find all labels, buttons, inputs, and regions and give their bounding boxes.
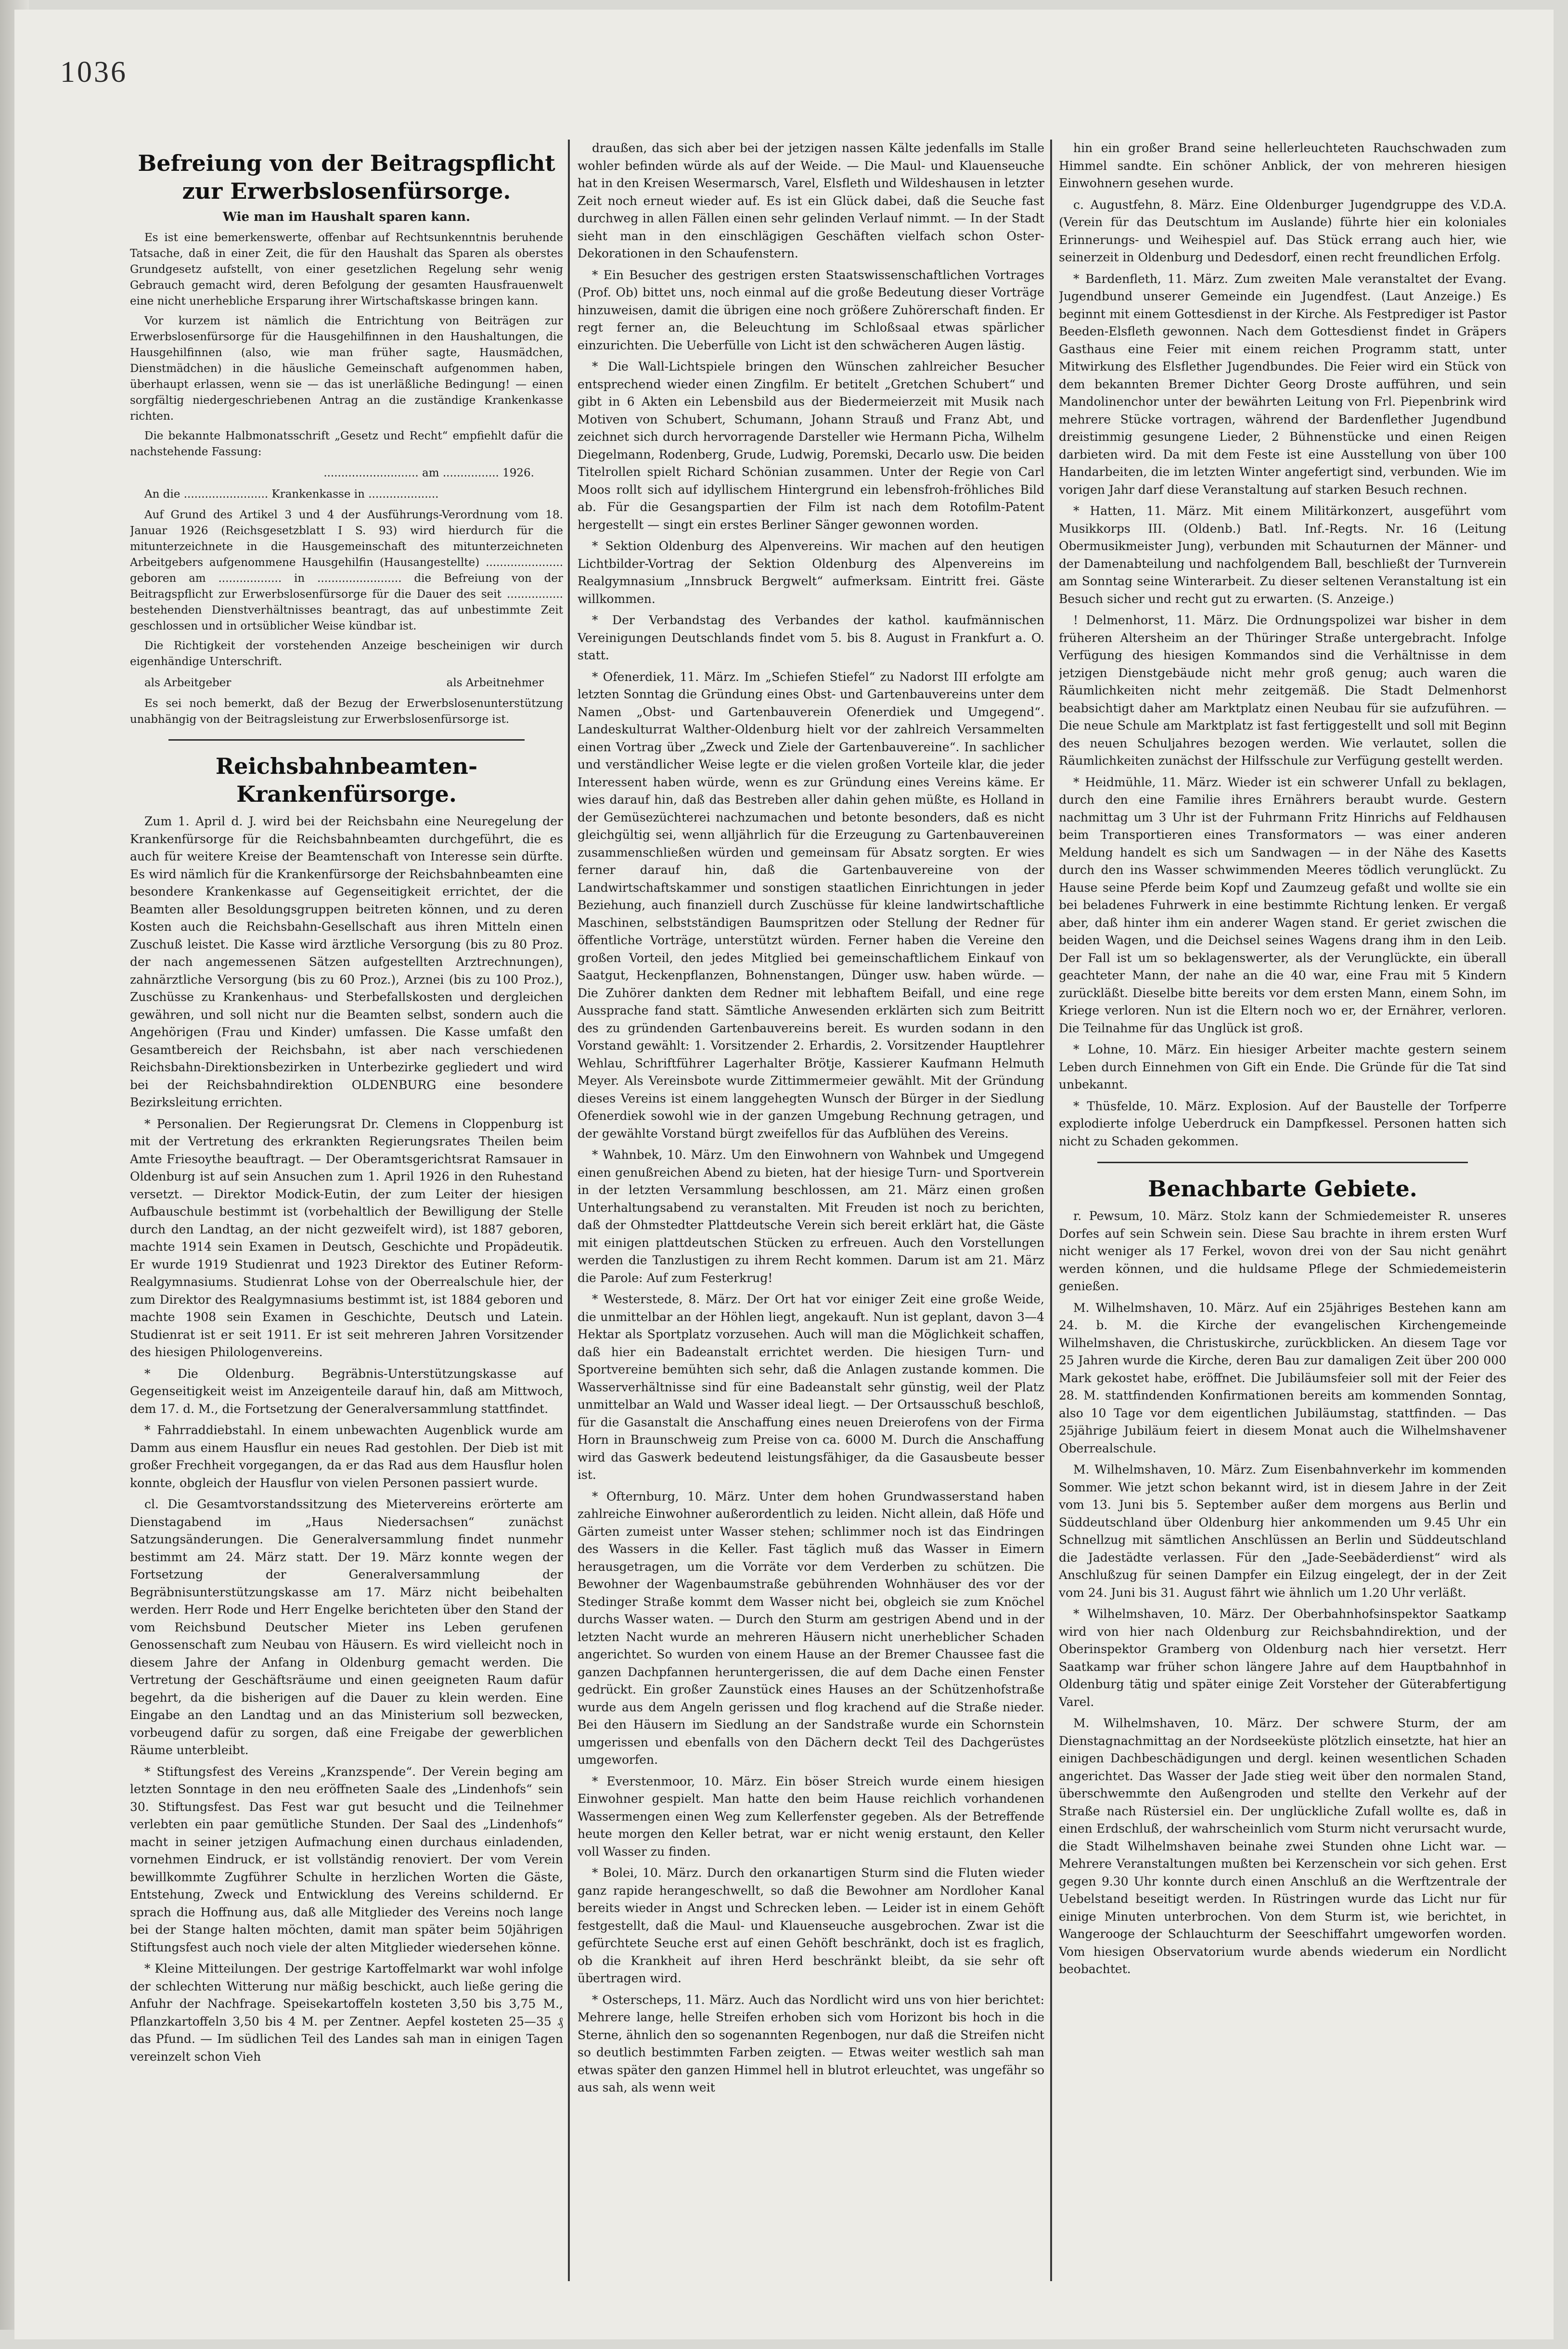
subheadline-haushalt: Wie man im Haushalt sparen kann. bbox=[222, 210, 471, 224]
news-item-pewsum: r. Pewsum, 10. März. Stolz kann der Schmiedemeister R. unseres Dorfes auf sein Schwein sein. Diese Sau brachte in ihrem ersten Wurf nicht weniger als 17 Ferkel, wovon drei von der Sau nicht genährt werden können, und die huldsame Pflege der Schmiedemeisterin genießen. bbox=[1059, 1209, 1506, 1293]
news-item-begraebniskasse: * Die Oldenburg. Begräbnis-Unterstützungskasse auf Gegenseitigkeit weist im Anzeigenteile darauf hin, daß am Mittwoch, dem 17. d. M., die Fortsetzung der Generalversammlung stattfindet. bbox=[130, 1366, 563, 1416]
headline-reichsbahn: Reichsbahnbeamten-Krankenfürsorge. bbox=[215, 753, 478, 807]
news-item-mieterverein: cl. Die Gesamtvorstandssitzung des Mietervereins erörterte am Dienstagabend im „Haus Niedersachsen“ zunächst Satzungsänderungen. Die Generalversammlung findet nunmehr bestimmt am 24. März statt. Der 19. März konnte wegen der Fortsetzung der Generalversammlung der Begräbnisunterstützungskasse am 17. März nicht beibehalten werden. Herr Rode und Herr Engelke berichteten über den Stand der vom Reichsbund Deutscher Mieter ins Leben gerufenen Genossenschaft zum Neubau von Häusern. Es wird vielleicht noch in diesem Jahre der Anfang in Oldenburg gemacht werden. Die Vertretung der Geschäftsräume und einen geeigneten Raum dafür begehrt, da die bisherigen auf die Dauer zu klein werden. Eine Eingabe an den Landtag und an das Ministerium soll bezwecken, vorbeugend dafür zu sorgen, daß eine Freigabe der gewerblichen Räume unterbleibt. bbox=[130, 1497, 563, 1757]
news-item-verbandstag: * Der Verbandstag des Verbandes der kathol. kaufmännischen Vereinigungen Deutschlands findet vom 5. bis 8. August in Frankfurt a. O. statt. bbox=[578, 613, 1044, 662]
form-signature-line bbox=[144, 675, 544, 691]
news-item-ofenerdiek: * Ofenerdiek, 11. März. Im „Schiefen Stiefel“ zu Nadorst III erfolgte am letzten Sonntag die Gründung eines Obst- und Gartenbauvereins unter dem Namen „Obst- und Gartenbauverein Ofenerdiek und Umgegend“. Landeskulturrat Walther-Oldenburg hielt vor der zahlreich Versammelten einen Vortrag über „Zweck und Ziele der Gartenbauvereine“. In sachlicher und verständlicher Weise legte er die vielen großen Vorteile klar, die jeder Interessent haben würde, wenn es zur Gründung eines Vereins käme. Er wies darauf hin, daß das Bestreben aller dahin gehen müßte, es Holland in der Gemüsezüchterei nachzumachen und betonte besonders, daß es nicht gleichgültig sei, wenn alljährlich für die Erzeugung zu Gartenbauvereinen zusammenschließen würden und gemeinsam für Absatz sorgten. Er wies ferner darauf hin, daß die Gartenbauvereine von der Landwirtschaftskammer und sonstigen staatlichen Einrichtungen in jeder Beziehung, auch finanziell durch Zuschüsse für kleine landwirtschaftliche Maschinen, selbstständigen Baumspritzen oder Stellung der Redner für öffentliche Vorträge, unterstützt würden. Ferner haben die Vereine den großen Vorteil, den jedes Mitglied bei gemeinschaftlichem Einkauf von Saatgut, Heckenpflanzen, Bohnenstangen, Dünger usw. haben würde. — Die Zuhörer dankten dem Redner mit lebhaftem Beifall, und eine rege Aussprache fand statt. Sämtliche Anwesenden erklärten sich zum Beitritt des zu gründenden Gartenbauvereins bereit. Es wurden sodann in den Vorstand gewählt: 1. Vorsitzender 2. Erhardis, 2. Vorsitzender Hauptlehrer Wehlau, Schriftführer Lagerhalter Brötje, Kassierer Kaufmann Helmuth Meyer. Als Vereinsbote wurde Zittimmermeier gewählt. Mit der Gründung dieses Vereins ist einem langgehegten Wunsch der Bürger in der Siedlung Ofenerdiek sowohl wie in der ganzen Umgebung Rechnung getragen, und der gewählte Vorstand bürgt zweifellos für das Aufblühen des Vereins. bbox=[578, 669, 1044, 1141]
headline-beitragspflicht: Befreiung von der Beitragspflicht zur Erwerbslosenfürsorge. bbox=[138, 150, 555, 204]
column-divider-1 bbox=[568, 140, 570, 2281]
news-item-vortrag: * Ein Besucher des gestrigen ersten Staatswissenschaftlichen Vortrages (Prof. Ob) bittet uns, noch einmal auf die große Bedeutung dieser Vorträge hinzuweisen, damit die übrigen eine noch größere Zuhörerschaft finden. Er regt ferner an, die Beleuchtung im Schloßsaal etwas spärlicher einzurichten. Die Ueberfülle von Licht ist den schwächeren Augen lästig. bbox=[578, 268, 1044, 352]
form-address-line: An die ........................ Krankenkasse in .................... bbox=[144, 488, 439, 501]
form-signature-employee: als Arbeitnehmer bbox=[446, 677, 544, 689]
newspaper-page[interactable] bbox=[14, 10, 1554, 2339]
news-item-wilhelmshaven-versetzung: * Wilhelmshaven, 10. März. Der Oberbahnhofsinspektor Saatkamp wird von hier nach Oldenburg zur Reichsbahndirektion, und der Oberinspektor Gramberg von Oldenburg nach hier versetzt. Herr Saatkamp war früher schon längere Jahre auf dem Hauptbahnhof in Oldenburg tätig und später einige Zeit Vorsteher der Güterabfertigung Varel. bbox=[1059, 1607, 1506, 1709]
news-item-personalien: * Personalien. Der Regierungsrat Dr. Clemens in Cloppenburg ist mit der Vertretung des erkrankten Regierungsrates Theilen beim Amte Friesoythe beauftragt. — Der Oberamtsgerichtsrat Ramsauer in Oldenburg ist auf sein Ansuchen zum 1. April 1926 in den Ruhestand versetzt. — Direktor Modick-Eutin, der zum Leiter der hiesigen Aufbauschule bestimmt ist (vorbehaltlich der Bewilligung der Stelle durch den Landtag, an der nicht gezweifelt wird), ist 1887 geboren, machte 1914 sein Examen in Deutsch, Geschichte und Propädeutik. Er wurde 1919 Studienrat und 1923 Direktor des Eutiner Reform-Realgymnasiums. Studienrat Lohse von der Oberrealschule hier, der zum Direktor des Realgymnasiums bestimmt ist, ist 1884 geboren und machte 1908 sein Examen in Geschichte, Deutsch und Latein. Studienrat ist er seit 1911. Er ist seit mehreren Jahren Vorsitzender des hiesigen Philologenvereins. bbox=[130, 1117, 563, 1359]
article-paragraph: Es sei noch bemerkt, daß der Bezug der Erwerbslosenunterstützung unabhängig von der Beitragsleistung zur Erwerbslosenfürsorge ist. bbox=[130, 697, 563, 726]
news-item-everstenmoor: * Everstenmoor, 10. März. Ein böser Streich wurde einem hiesigen Einwohner gespielt. Man hatte den beim Hause reichlich vorhandenen Wassermengen einen Weg zum Kellerfenster gegeben. Als der Betreffende heute morgen den Keller betrat, war er nicht wenig erstaunt, den Keller voll Wasser zu finden. bbox=[578, 1774, 1044, 1859]
news-item-thuesfelde: * Thüsfelde, 10. März. Explosion. Auf der Baustelle der Torfperre explodierte infolge Ueberdruck ein Dampfkessel. Personen hatten sich nicht zu Schaden gekommen. bbox=[1059, 1099, 1506, 1148]
article-paragraph: Die Richtigkeit der vorstehenden Anzeige bescheinigen wir durch eigenhändige Unterschrift. bbox=[130, 640, 563, 668]
news-item-hatten: * Hatten, 11. März. Mit einem Militärkonzert, ausgeführt vom Musikkorps III. (Oldenb.) Batl. Inf.-Regts. Nr. 16 (Leitung Obermusikmeister Jung), verbunden mit Schauturnen der Männer- und der Damenabteilung und nachfolgendem Ball, beschließt der Turnverein am Sonntag seine Winterarbeit. Zu dieser seltenen Veranstaltung ist ein Besuch sicher und recht gut zu erwarten. (S. Anzeige.) bbox=[1059, 504, 1506, 606]
news-item-fahrraddiebstahl: * Fahrraddiebstahl. In einem unbewachten Augenblick wurde am Damm aus einem Hausflur ein neues Rad gestohlen. Der Dieb ist mit großer Frechheit vorgegangen, da er das Rad aus dem Hausflur holen konnte, obgleich der Hausflur von vielen Personen passiert wurde. bbox=[130, 1423, 563, 1490]
form-date-line: ........................... am ................ 1926. bbox=[323, 467, 534, 479]
news-item-wilhelmshaven-sturm: M. Wilhelmshaven, 10. März. Der schwere Sturm, der am Dienstagnachmittag an der Nordseeküste plötzlich einsetzte, hat hier an einigen Dachbeschädigungen und dergl. keinen wesentlichen Schaden angerichtet. Das Wasser der Jade stieg weit über den normalen Stand, überschwemmte den Außengroden und stellte den Verkehr auf der Straße nach Rüstersiel ein. Der unglückliche Zufall wollte es, daß in einen Erdschluß, der wahrscheinlich vom Sturm nicht verursacht wurde, die Stadt Wilhelmshaven beinahe zwei Stunden ohne Licht war. — Mehrere Veranstaltungen mußten bei Kerzenschein vor sich gehen. Erst gegen 9.30 Uhr konnte durch einen Anschluß an die Werftzentrale der Uebelstand beseitigt werden. In Rüstringen wurde das Licht nur für einige Minuten unterbrochen. Von dem Sturm ist, wie berichtet, in Wangerooge der Schlauchturm der Seeschiffahrt umgeworfen worden. Vom hiesigen Observatorium wurde abends wiederum ein Nordlicht beobachtet. bbox=[1059, 1716, 1506, 1976]
news-item-osternburg: * Ofternburg, 10. März. Unter dem hohen Grundwasserstand haben zahlreiche Einwohner außerordentlich zu leiden. Nicht allein, daß Höfe und Gärten zumeist unter Wasser stehen; schlimmer noch ist das Eindringen des Wassers in die Keller. Fast täglich muß das Wasser in Eimern herausgetragen, um die Vorräte vor dem Verderben zu schützen. Die Bewohner der Wagenbaumstraße gebührenden Wohnhäuser des vor der Stedinger Straße kommt dem Wasser nicht bei, obgleich sie zum Knöchel durchs Wasser waten. — Durch den Sturm am gestrigen Abend und in der letzten Nacht wurde an mehreren Häusern nicht unerheblicher Schaden angerichtet. So wurden von einem Hause an der Bremer Chaussee fast die ganzen Dachpfannen heruntergerissen, die auf dem Dache einen Fenster gedrückt. Ein großer Zaunstück eines Hauses an der Schützenhofstraße wurde aus dem Angeln gerissen und flog krachend auf die Straße nieder. Bei den Häusern im Siedlung an der Sandstraße wurde ein Schornstein umgerissen und ebenfalls von den Dächern deckt Teil des Dachgerüstes umgeworfen. bbox=[578, 1489, 1044, 1767]
column-1 bbox=[130, 140, 563, 2305]
news-item-osterscheps: * Osterscheps, 11. März. Auch das Nordlicht wird uns von hier berichtet: Mehrere lange, helle Streifen erhoben sich vom Horizont bis hoch in die Sterne, ähnlich den so sogenannten Regenbogen, nur daß die Streifen nicht so deutlich bestimmten Farben zeigten. — Etwas weiter westlich sah man etwas später den ganzen Himmel hell in blutrot erleuchtet, was ungefähr so aus sah, als wenn weit bbox=[578, 1992, 1044, 2094]
column-2 bbox=[578, 140, 1044, 2305]
column-divider-2 bbox=[1050, 140, 1052, 2281]
news-item-continuation: hin ein großer Brand seine hellerleuchteten Rauchschwaden zum Himmel sandte. Ein schöner Anblick, der von mehreren hiesigen Einwohnern gesehen wurde. bbox=[1059, 141, 1506, 190]
news-item-wilhelmshaven-kirche: M. Wilhelmshaven, 10. März. Auf ein 25jähriges Bestehen kann am 24. b. M. die Kirche der evangelischen Kirchengemeinde Wilhelmshaven, die Christuskirche, zurückblicken. An diesem Tage vor 25 Jahren wurde die Kirche, deren Bau zur damaligen Zeit über 200 000 Mark gekostet habe, eröffnet. Die Jubiläumsfeier soll mit der Feier des 28. M. stattfindenden Konfirmationen bereits am kommenden Sonntag, also 10 Tage vor dem eigentlichen Jubiläumstag, stattfinden. — Das 25jährige Jubiläum feiert in diesem Monat auch die Wilhelmshavener Oberrealschule. bbox=[1059, 1300, 1506, 1455]
column-3 bbox=[1059, 140, 1506, 2305]
news-item-kleine-mitteilungen: * Kleine Mitteilungen. Der gestrige Kartoffelmarkt war wohl infolge der schlechten Witterung nur mäßig beschickt, auch ließe gering die Anfuhr der Nachfrage. Speisekartoffeln kosteten 3,50 bis 3,75 M., Pflanzkartoffeln 3,50 bis 4 M. per Zentner. Aepfel kosteten 25—35 ₰ das Pfund. — Im südlichen Teil des Landes sah man in einigen Tagen vereinzelt schon Vieh bbox=[130, 1962, 563, 2064]
news-item-wahnbek: * Wahnbek, 10. März. Um den Einwohnern von Wahnbek und Umgegend einen genußreichen Abend zu bieten, hat der hiesige Turn- und Sportverein in der letzten Versammlung beschlossen, am 21. März einen großen Unterhaltungsabend zu veranstalten. Mit Freuden ist noch zu berichten, daß der Ohmstedter Plattdeutsche Verein sich bereit erklärt hat, die Gäste mit einigen plattdeutschen Stücken zu erfreuen. Auch den Vorstellungen werden die Tanzlustigen zu ihrem Recht kommen. Darum ist am 21. März die Parole: Auf zum Festerkrug! bbox=[578, 1148, 1044, 1285]
article-paragraph: Auf Grund des Artikel 3 und 4 der Ausführungs-Verordnung vom 18. Januar 1926 (Reichsgesetzblatt I S. 93) wird hierdurch für die mitunterzeichnete in die Hausgemeinschaft des mitunterzeichneten Arbeitgebers aufgenommene Hausgehilfin (Hausangestellte) ...................... geboren am .................. in ........................ die Befreiung von der Beitragspflicht zur Erwerbslosenfürsorge für die Dauer des seit ................ bestehenden Dienstverhältnisses beantragt, das auf unbestimmte Zeit geschlossen und in ortsüblicher Weise kündbar ist. bbox=[130, 509, 563, 632]
section-rule bbox=[1097, 1162, 1468, 1163]
form-signature-employer: als Arbeitgeber bbox=[144, 677, 231, 689]
news-item-bardenfleth: * Bardenfleth, 11. März. Zum zweiten Male veranstaltet der Evang. Jugendbund unserer Gemeinde ein Jugendfest. (Laut Anzeige.) Es beginnt mit einem Gottesdienst in der Kirche. Als Festprediger ist Pastor Beeden-Elsfleth gewonnen. Nach dem Gottesdienst findet in Gräpers Gasthaus eine Feier mit einem reichen Programm statt, unter Mitwirkung des Elsflether Jugendbundes. Die Feier wird ein Stück von dem bekannten Bremer Dichter Georg Droste aufführen, und sein Mandolinenchor unter der bewährten Leitung von Frl. Piepenbrink wird mehrere Stücke vortragen, während der Bardenflether Jugendbund dreistimmig gesungene Lieder, 2 Bühnenstücke und einen Reigen darbieten wird. Da mit dem Feste ist eine Ausstellung von über 100 Handarbeiten, die im letzten Winter angefertigt sind, verbunden. Wie im vorigen Jahr darf diese Veranstaltung auf starken Besuch rechnen. bbox=[1059, 271, 1506, 497]
news-item-westerstede: * Westerstede, 8. März. Der Ort hat vor einiger Zeit eine große Weide, die unmittelbar an der Höhlen liegt, angekauft. Nun ist geplant, davon 3—4 Hektar als Sportplatz vorzusehen. Auch will man die Möglichkeit schaffen, daß hier ein Badeanstalt errichtet werden. Die hiesigen Turn- und Sportvereine bemühten sich sehr, daß die Anlagen zustande kommen. Die Wasserverhältnisse sind für eine Badeanstalt sehr günstig, weil der Platz unmittelbar an Wald und Wasser ideal liegt. — Der Ortsausschuß beschloß, für die Gasanstalt die Anschaffung eines neuen Dreierofens von der Firma Horn in Braunschweig zum Preise von ca. 6000 M. Durch die Anschaffung wird das Gaswerk bedeutend leistungsfähiger, da die Gasausbeute besser ist. bbox=[578, 1292, 1044, 1482]
article-paragraph: Die bekannte Halbmonatsschrift „Gesetz und Recht“ empfiehlt dafür die nachstehende Fassung: bbox=[130, 430, 563, 458]
article-paragraph: Zum 1. April d. J. wird bei der Reichsbahn eine Neuregelung der Krankenfürsorge für die Reichsbahnbeamten durchgeführt, die es auch für weitere Kreise der Beamtenschaft von Interesse sein dürfte. Es wird nämlich für die Krankenfürsorge der Reichsbahnbeamten eine besondere Krankenkasse auf Gegenseitigkeit errichtet, der die Beamten aller Besoldungsgruppen beitreten können, und zu deren Kosten auch die Reichsbahn-Gesellschaft aus ihren Mitteln einen Zuschuß leistet. Die Kasse wird ärztliche Versorgung (bis zu 80 Proz. der nach angemessenen Sätzen aufgestellten Arztrechnungen), zahnärztliche Versorgung (bis zu 60 Proz.), Arznei (bis zu 100 Proz.), Zuschüsse zu Krankenhaus- und Sterbefallskosten und dergleichen gewähren, und soll nicht nur die Beamten selbst, sondern auch die Angehörigen (Frau und Kinder) umfassen. Die Kasse umfaßt den Gesamtbereich der Reichsbahn, ist aber nach verschiedenen Reichsbahn-Direktionsbezirken in Unterbezirke gegliedert und wird bei der Reichsbahndirektion OLDENBURG eine besondere Bezirksleitung errichten. bbox=[130, 814, 563, 1109]
news-item-continuation: draußen, das sich aber bei der jetzigen nassen Kälte jedenfalls im Stalle wohler befinden würde als auf der Weide. — Die Maul- und Klauenseuche hat in den Kreisen Wesermarsch, Varel, Elsfleth und Wildeshausen in letzter Zeit noch erneut wieder auf. Es ist ein Glück dabei, daß die Seuche fast durchweg in allen Fällen einen sehr gelinden Verlauf nimmt. — In der Stadt sieht man in den einschlägigen Geschäften vielfach schon Oster-Dekorationen in den Schaufenstern. bbox=[578, 141, 1044, 260]
section-rule bbox=[168, 739, 525, 741]
news-item-augustfehn: c. Augustfehn, 8. März. Eine Oldenburger Jugendgruppe des V.D.A. (Verein für das Deutschtum im Auslande) führte hier ein koloniales Erinnerungs- und Weihespiel auf. Das Stück errang auch hier, wie seinerzeit in Oldenburg und Dedesdorf, einen recht freundlichen Erfolg. bbox=[1059, 197, 1506, 264]
news-item-lichtspiele: * Die Wall-Lichtspiele bringen den Wünschen zahlreicher Besucher entsprechend wieder einen Zingfilm. Er betitelt „Gretchen Schubert“ und gibt in 6 Akten ein Lebensbild aus der Biedermeierzeit mit Musik nach Motiven von Schubert, Schumann, Johann Strauß und Franz Abt, und zeichnet sich durch hervorragende Darsteller wie Hermann Picha, Wilhelm Diegelmann, Rodenberg, Grude, Ludwig, Poremski, Decarlo usw. Die beiden Titelrollen spielt Richard Schönian zusammen. Unter der Regie von Carl Moos rollt sich auf idyllischem Hintergrund ein lebensfroh-fröhliches Bild ab. Für die Gesangspartien der Film ist nach dem Rotofilm-Patent hergestellt — singt ein erstes Berliner Sänger gewonnen worden. bbox=[578, 359, 1044, 532]
news-item-wilhelmshaven-eisenbahn: M. Wilhelmshaven, 10. März. Zum Eisenbahnverkehr im kommenden Sommer. Wie jetzt schon bekannt wird, ist in diesem Jahre in der Zeit vom 13. Juni bis 5. September außer dem morgens aus Berlin und Süddeutschland über Oldenburg hier ankommenden um 9.45 Uhr ein Schnellzug mit sämtlichen Anschlüssen an Berlin und Süddeutschland die Jadestädte verlassen. Für den „Jade-Seebäderdienst“ wird als Anschlußzug für seinen Dampfer ein Eilzug eingelegt, der in der Zeit vom 24. Juni bis 31. August fährt wie ähnlich um 1.20 Uhr verläßt. bbox=[1059, 1463, 1506, 1600]
news-item-delmenhorst: ! Delmenhorst, 11. März. Die Ordnungspolizei war bisher in dem früheren Altersheim an der Thüringer Straße untergebracht. Infolge Verfügung des hiesigen Kommandos sind die Verhältnisse in dem jetzigen Dienstgebäude nicht mehr groß genug; auch waren die Räumlichkeiten nicht mehr zeitgemäß. Die Stadt Delmenhorst beabsichtigt daher am Marktplatz einen Neubau für sie aufzuführen. — Die neue Schule am Marktplatz ist fast fertiggestellt und soll mit Beginn des neuen Schuljahres bezogen werden. Wie verlautet, sollen die Räumlichkeiten zunächst der Hilfsschule zur Verfügung gestellt werden. bbox=[1059, 613, 1506, 768]
article-paragraph: Es ist eine bemerkenswerte, offenbar auf Rechtsunkenntnis beruhende Tatsache, daß in einer Zeit, die für den Haushalt das Sparen als oberstes Grundgesetz aufstellt, von einer gesetzlichen Regelung sehr wenig Gebrauch gemacht wird, deren Befolgung der gesamten Hausfrauenwelt eine nicht unerhebliche Ersparung ihrer Wirtschaftskasse bringen kann. bbox=[130, 231, 563, 308]
news-item-bolei: * Bolei, 10. März. Durch den orkanartigen Sturm sind die Fluten wieder ganz rapide herangeschwellt, so daß die Bewohner am Nordloher Kanal bereits wieder in Angst und Schrecken leben. — Leider ist in einem Gehöft festgestellt, daß die Maul- und Klauenseuche ausgebrochen. Zwar ist die gefürchtete Seuche erst auf einen Gehöft beschränkt, doch ist es fraglich, ob die Krankheit auf ihren Herd beschränkt bleibt, da sie sehr oft übertragen wird. bbox=[578, 1866, 1044, 1985]
news-item-heidmuehle: * Heidmühle, 11. März. Wieder ist ein schwerer Unfall zu beklagen, durch den eine Familie ihres Ernährers beraubt wurde. Gestern nachmittag um 3 Uhr ist der Fuhrmann Fritz Hinrichs auf Feldhausen beim Transportieren eines Transformators — was einer anderen Meldung handelt es sich um Sandwagen — in der Nähe des Kasetts durch den ins Wasser schwimmenden Meeres tödlich verunglückt. Zu Hause seine Pferde beim Kopf und Zaumzeug gefaßt und wollte sie ein bei beladenes Fuhrwerk in eine bestimmte Richtung lenken. Er vergaß aber, daß hinter ihm ein anderer Wagen stand. Er geriet zwischen die beiden Wagen, und die Deichsel seines Wagens drang ihm in den Leib. Der Fall ist um so beklagenswerter, als der Verunglückte, ein überall geachteter Mann, der nahe an die 40 war, eine Frau mit 5 Kindern zurückläßt. Dieselbe bitte bereits vor dem ersten Mann, einem Sohn, im Kriege verloren. Nun ist die Eltern noch wo er, der Ernährer, verloren. Die Teilnahme für das Unglück ist groß. bbox=[1059, 775, 1506, 1035]
article-paragraph: Vor kurzem ist nämlich die Entrichtung von Beiträgen zur Erwerbslosenfürsorge für die Hausgehilfinnen in den Haushaltungen, die Hausgehilfinnen (also, wie man früher sagte, Hausmädchen, Dienstmädchen) in die häusliche Gemeinschaft aufgenommen haben, überhaupt erlassen, wenn sie — das ist unerläßliche Bedingung! — einen sorgfältig niedergeschriebenen Antrag an die zuständige Krankenkasse richten. bbox=[130, 315, 563, 423]
headline-benachbarte-gebiete: Benachbarte Gebiete. bbox=[1148, 1176, 1417, 1202]
news-item-stiftungsfest: * Stiftungsfest des Vereins „Kranzspende“. Der Verein beging am letzten Sonntage in den neu eröffneten Saale des „Lindenhofs“ sein 30. Stiftungsfest. Das Fest war gut besucht und die Teilnehmer verlebten ein paar gemütliche Stunden. Der Saal des „Lindenhofs“ macht in seiner jetzigen Aufmachung einen durchaus einladenden, vornehmen Eindruck, er ist vollständig renoviert. Der vom Verein bewillkommte Zugführer Schulte in herzlichen Worten die Gäste, Entstehung, Zweck und Entwicklung des Vereins schildernd. Er sprach die Hoffnung aus, daß alle Mitglieder des Vereins noch lange bei der Stange halten möchten, damit man später beim 50jährigen Stiftungsfest auch noch viele der alten Mitglieder wiedersehen könne. bbox=[130, 1764, 563, 1954]
news-item-lohne: * Lohne, 10. März. Ein hiesiger Arbeiter machte gestern seinem Leben durch Einnehmen von Gift ein Ende. Die Gründe für die Tat sind unbekannt. bbox=[1059, 1042, 1506, 1091]
page-number: 1036 bbox=[60, 56, 128, 89]
news-item-alpenverein: * Sektion Oldenburg des Alpenvereins. Wir machen auf den heutigen Lichtbilder-Vortrag der Sektion Oldenburg des Alpenvereins im Realgymnasium „Innsbruck Bergwelt“ aufmerksam. Eintritt frei. Gäste willkommen. bbox=[578, 539, 1044, 606]
